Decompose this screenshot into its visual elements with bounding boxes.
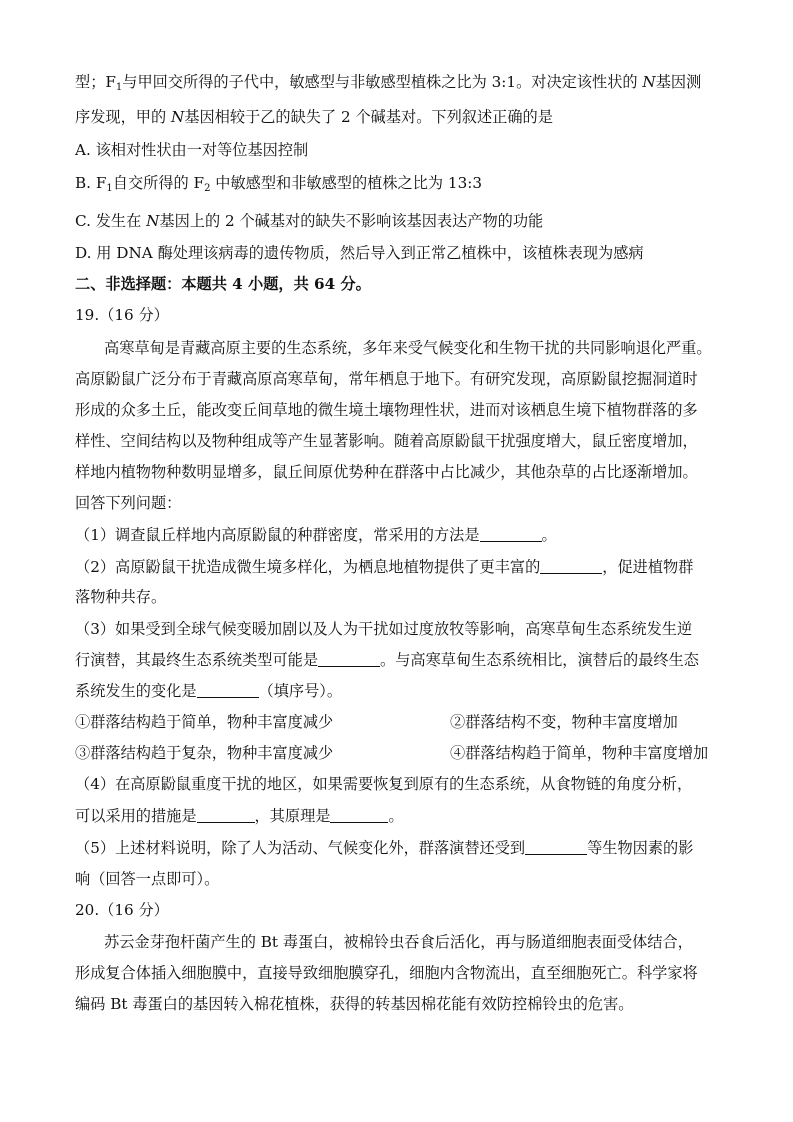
text: F: [105, 73, 116, 91]
choice-4: ④群落结构趋于简单，物种丰富度增加: [450, 744, 709, 762]
q19-subquestion-4-cont: [75, 806, 404, 826]
answer-blank[interactable]: [197, 808, 255, 823]
answer-blank[interactable]: [480, 527, 542, 542]
q19-paragraph-line: 样性、空间结构以及物种组成等产生显著影响。随着高原鼢鼠干扰强度增大，鼠丘密度增加，: [75, 432, 698, 450]
f1-symbol: [96, 174, 113, 192]
subscript: 2: [204, 183, 211, 194]
q20-paragraph-line: 形成复合体插入细胞膜中，直接导致细胞膜穿孔，细胞内含物流出，直至细胞死亡。科学家将: [75, 964, 698, 982]
text: ，其原理是: [254, 807, 331, 825]
text: 与甲回交所得的子代中，敏感型与非敏感型植株之比为 3:1。对决定该性状的: [122, 73, 643, 91]
text: 基因相较于乙的缺失了 2 个碱基对。下列叙述正确的是: [184, 108, 553, 126]
text: （5）上述材料说明，除了人为活动、气候变化外，群落演替还受到: [75, 839, 526, 857]
f2-symbol: [194, 174, 211, 192]
q18-option-b: [75, 173, 482, 199]
q19-subquestion-5: [75, 838, 693, 858]
q18-option-c: [75, 211, 543, 231]
text: C. 发生在: [75, 212, 147, 230]
text: 型；: [75, 73, 106, 91]
gene-symbol: N: [642, 73, 656, 91]
q19-subquestion-2: [75, 557, 693, 577]
text: （2）高原鼢鼠干扰造成微生境多样化，为栖息地植物提供了更丰富的: [75, 558, 541, 576]
q18-stem-line-2: [75, 107, 553, 127]
q19-subquestion-4: （4）在高原鼢鼠重度干扰的地区，如果需要恢复到原有的生态系统，从食物链的角度分析，: [75, 775, 693, 793]
q20-paragraph-line: 苏云金芽孢杆菌产生的 Bt 毒蛋白，被棉铃虫吞食后活化，再与肠道细胞表面受体结合，: [104, 933, 693, 951]
text: 行演替，其最终生态系统类型可能是: [75, 651, 318, 669]
q18-stem-line-1: [75, 72, 701, 98]
text: 。与高寒草甸生态系统相比，演替后的最终生态: [380, 651, 699, 669]
q19-paragraph-line: 高寒草甸是青藏高原主要的生态系统，多年来受气候变化和生物干扰的共同影响退化严重。: [104, 339, 712, 357]
subscript: 1: [106, 183, 113, 194]
q19-subquestion-3-cont: [75, 650, 699, 670]
text: 基因测: [655, 73, 702, 91]
q20-paragraph-line: 编码 Bt 毒蛋白的基因转入棉花植株，获得的转基因棉花能有效防控棉铃虫的危害。: [75, 995, 634, 1013]
text: 等生物因素的影: [587, 839, 694, 857]
gene-symbol: N: [146, 212, 160, 230]
answer-blank[interactable]: [330, 808, 388, 823]
q19-subquestion-3-cont: [75, 681, 342, 701]
text: （填序号）。: [258, 682, 343, 700]
answer-blank[interactable]: [318, 652, 380, 667]
choice-3: ③群落结构趋于复杂，物种丰富度减少: [75, 744, 334, 762]
q19-subquestion-3: （3）如果受到全球气候变暖加剧以及人为干扰如过度放牧等影响，高寒草甸生态系统发生逆: [75, 620, 693, 638]
answer-blank[interactable]: [525, 840, 587, 855]
section-title: 二、非选择题：本题共 4 小题，共 64 分。: [75, 275, 371, 293]
q19-subquestion-1: [75, 525, 557, 545]
q19-header: 19.（16 分）: [75, 306, 169, 324]
text: ，促进植物群: [602, 558, 694, 576]
q19-options-row: [75, 743, 709, 763]
q20-header: 20.（16 分）: [75, 901, 169, 919]
text: 序发现，甲的: [75, 108, 171, 126]
text: （1）调查鼠丘样地内高原鼢鼠的种群密度，常采用的方法是: [75, 526, 480, 544]
text: 中敏感型和非敏感型的植株之比为 13:3: [210, 174, 483, 192]
choice-1: ①群落结构趋于简单，物种丰富度减少: [75, 713, 334, 731]
text: 系统发生的变化是: [75, 682, 197, 700]
text: F: [193, 174, 205, 192]
text: 基因上的 2 个碱基对的缺失不影响该基因表达产物的功能: [159, 212, 544, 230]
text: 可以采用的措施是: [75, 807, 197, 825]
q19-paragraph-line: 形成的众多土丘，能改变丘间草地的微生境土壤物理性状，进而对该栖息生境下植物群落的多: [75, 401, 698, 419]
q19-subquestion-2-cont: 落物种共存。: [75, 588, 167, 606]
f1-symbol: [105, 73, 122, 91]
text: B.: [75, 174, 96, 192]
text: F: [95, 174, 107, 192]
choice-2: ②群落结构不变，物种丰富度增加: [450, 713, 678, 731]
q18-option-a: A. 该相对性状由一对等位基因控制: [75, 141, 309, 159]
answer-blank[interactable]: [197, 683, 259, 698]
text: 。: [541, 526, 557, 544]
q19-paragraph-line: 高原鼢鼠广泛分布于青藏高原高寒草甸，常年栖息于地下。有研究发现，高原鼢鼠挖掘洞道时: [75, 370, 698, 388]
q19-options-row: [75, 712, 678, 732]
q19-subquestion-5-cont: 响（回答一点即可）。: [75, 870, 220, 888]
q19-paragraph-line: 样地内植物物种数明显增多，鼠丘间原优势种在群落中占比减少，其他杂草的占比逐渐增加。: [75, 463, 698, 481]
text: 自交所得的: [112, 174, 194, 192]
q19-paragraph-line: 回答下列问题：: [75, 494, 182, 512]
answer-blank[interactable]: [540, 559, 602, 574]
gene-symbol: N: [170, 108, 185, 126]
q18-option-d: D. 用 DNA 酶处理该病毒的遗传物质，然后导入到正常乙植株中，该植株表现为感病: [75, 244, 644, 262]
subscript: 1: [115, 82, 123, 93]
text: 。: [388, 807, 404, 825]
